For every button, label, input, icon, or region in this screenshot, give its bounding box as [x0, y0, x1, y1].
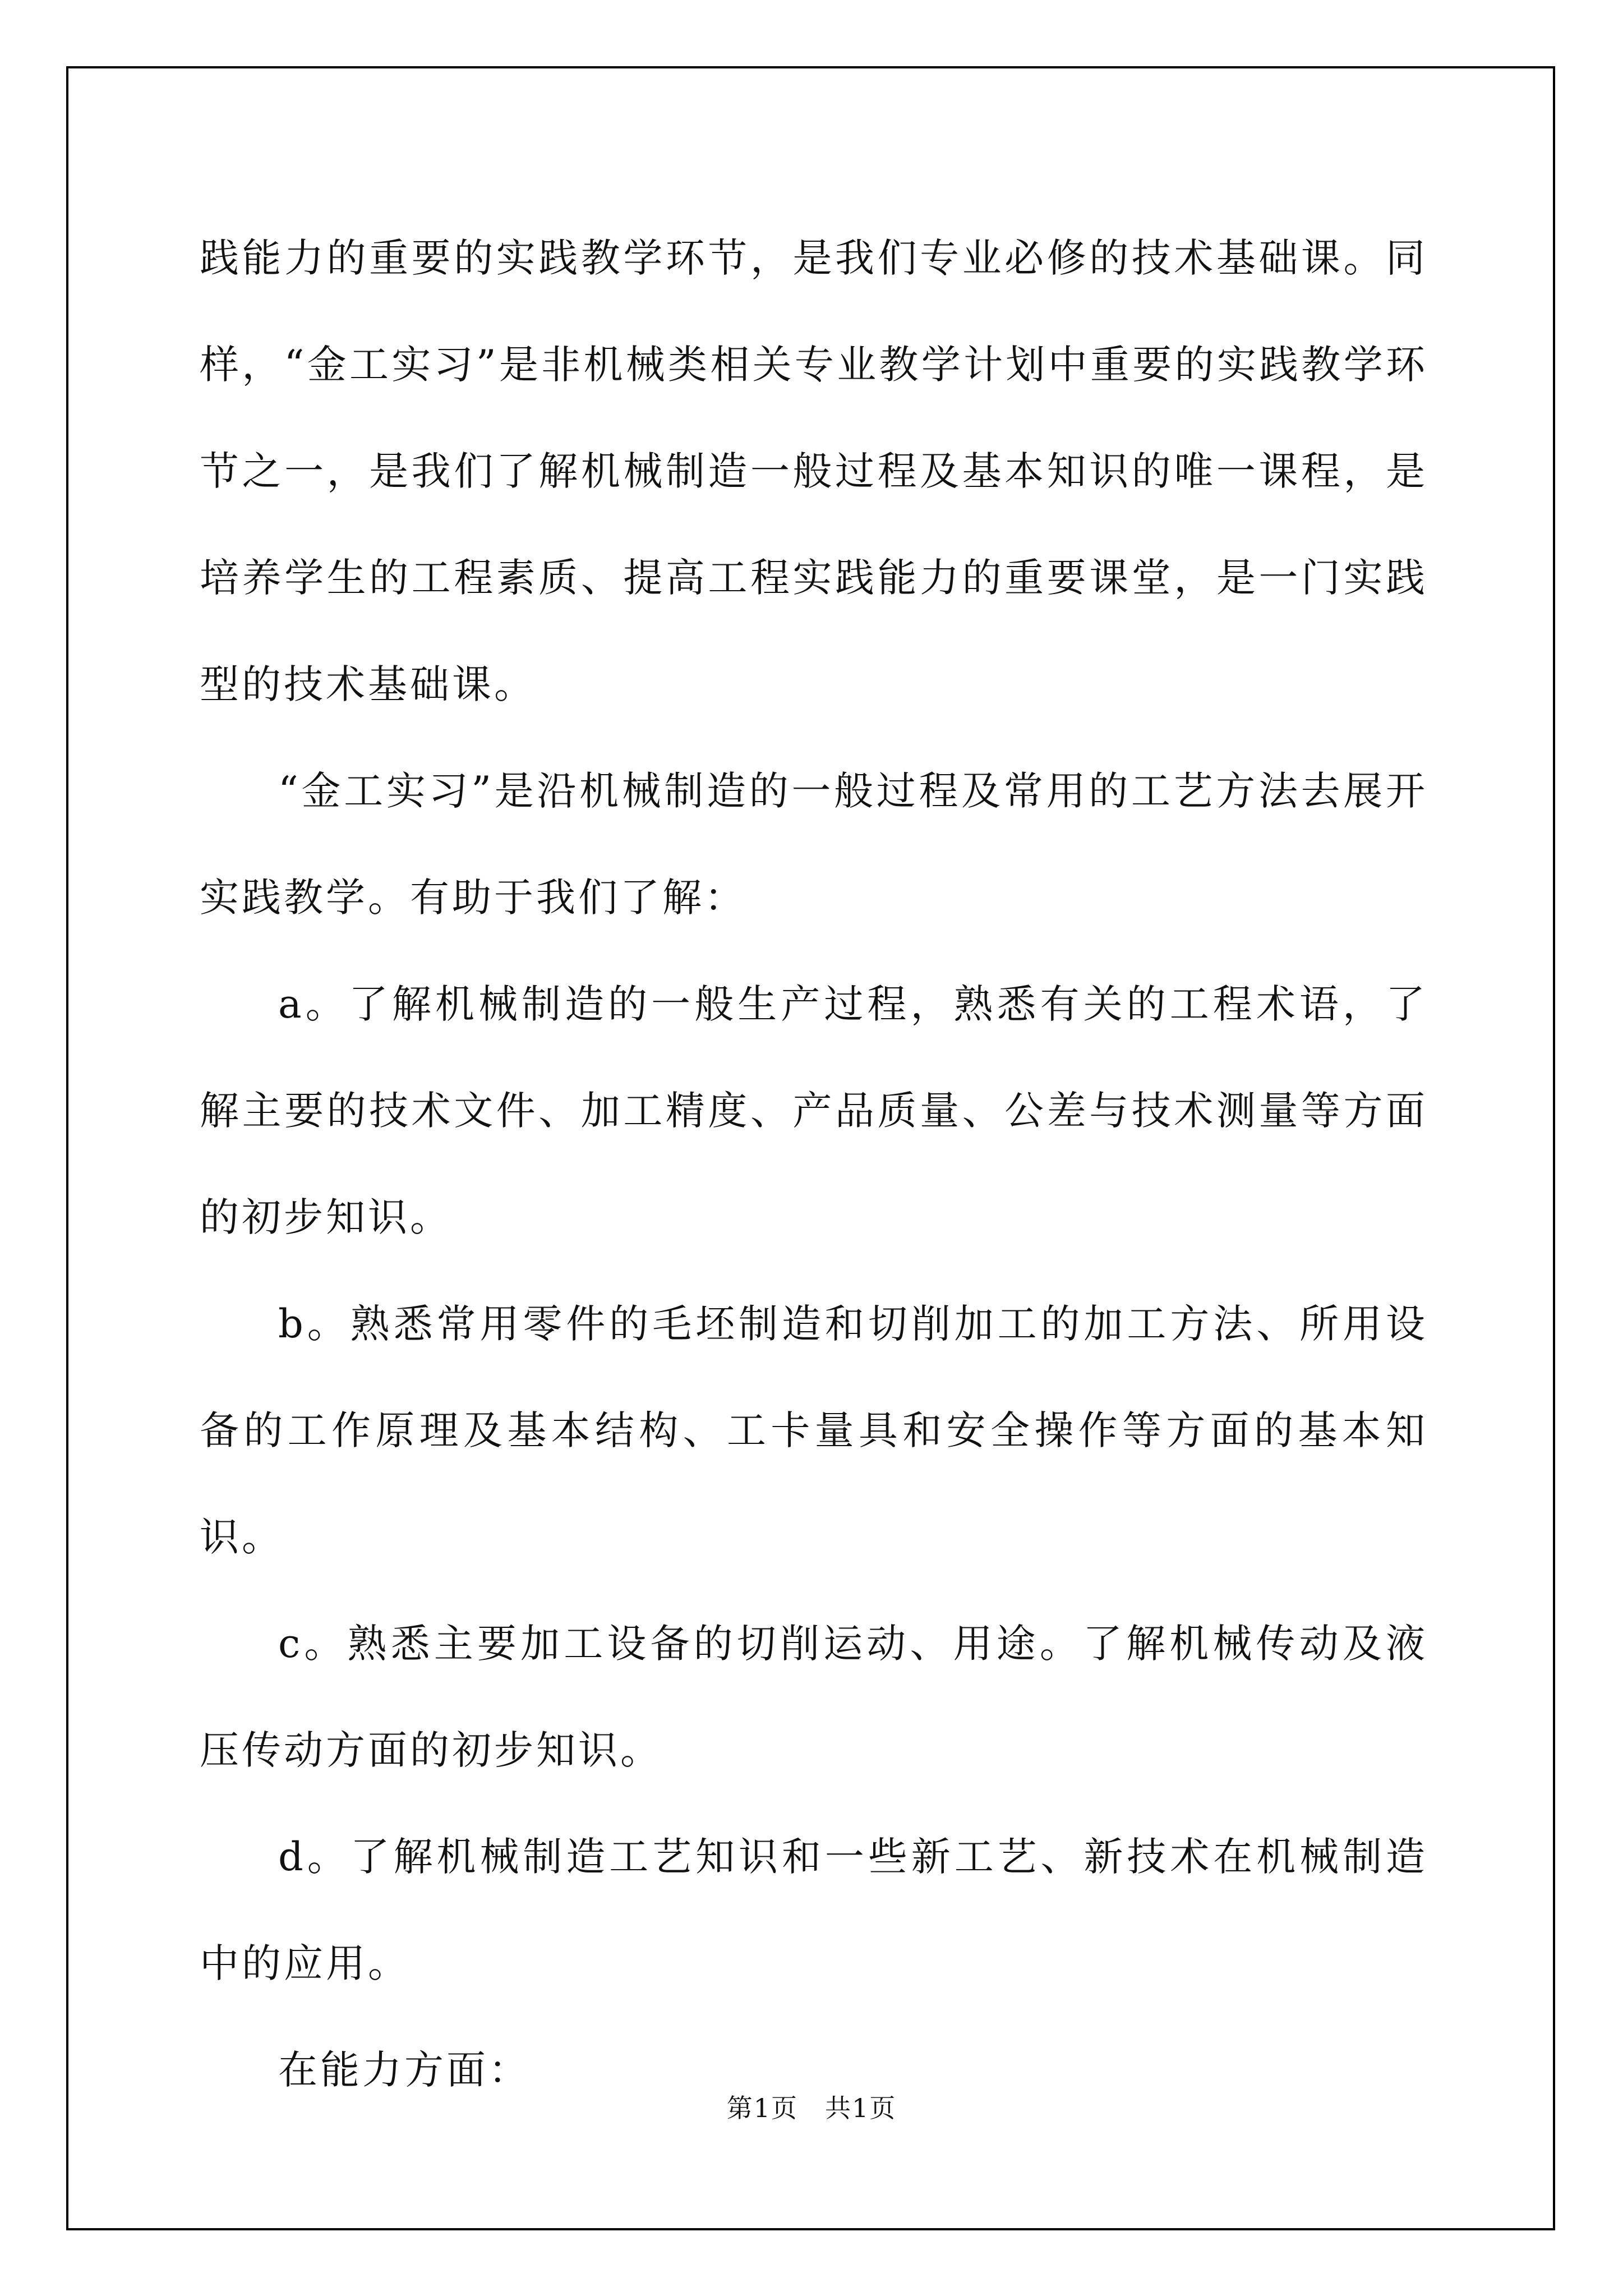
- paragraph-1: 践能力的重要的实践教学环节，是我们专业必修的技术基础课。同样，“金工实习”是非机械类相关专业教学计划中重要的实践教学环节之一，是我们了解机械制造一般过程及基本知识的唯一课程，是培养学生的工程素质、提高工程实践能力的重要课堂，是一门实践型的技术基础课。: [200, 235, 1428, 707]
- paragraph-5: c。熟悉主要加工设备的切削运动、用途。了解机械传动及液压传动方面的初步知识。: [200, 1621, 1428, 1773]
- paragraph-2: “金工实习”是沿机械制造的一般过程及常用的工艺方法去展开实践教学。有助于我们了解：: [200, 768, 1428, 921]
- page-number-footer: 第1页 共1页: [726, 2093, 897, 2123]
- document-body: [200, 205, 1428, 2123]
- paragraph-7: 在能力方面：: [278, 2047, 531, 2093]
- paragraph-4: b。熟悉常用零件的毛坯制造和切削加工的加工方法、所用设备的工作原理及基本结构、工卡量具和安全操作等方面的基本知识。: [200, 1301, 1428, 1560]
- paragraph-3: a。了解机械制造的一般生产过程，熟悉有关的工程术语，了解主要的技术文件、加工精度、产品质量、公差与技术测量等方面的初步知识。: [200, 981, 1428, 1240]
- paragraph-6: d。了解机械制造工艺知识和一些新工艺、新技术在机械制造中的应用。: [200, 1834, 1428, 1986]
